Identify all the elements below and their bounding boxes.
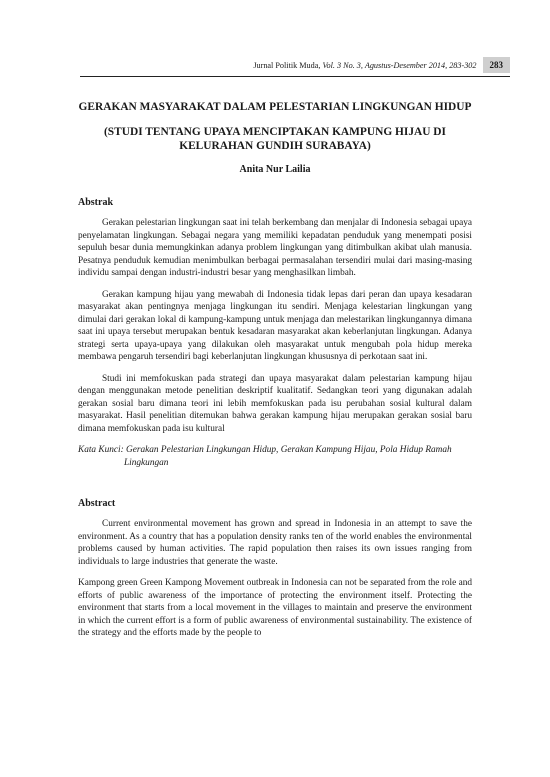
running-header <box>80 57 510 77</box>
page-number: 283 <box>483 57 511 73</box>
abstract-paragraph: Current environmental movement has grown and spread in Indonesia in an attempt to save the environment. As a country that has a population density ranks ten of the world enables the environmental problems caused by human activities. The rapid population then raises its own issues ranging from individuals to large industries that generate the waste. <box>78 519 472 567</box>
article-title: GERAKAN MASYARAKAT DALAM PELESTARIAN LINGKUNGAN HIDUP <box>78 101 472 113</box>
abstrak-paragraph: Gerakan kampung hijau yang mewabah di Indonesia tidak lepas dari peran dan upaya kesadaran masyarakat akan pentingnya menjaga lingkungan itu sendiri. Menjaga kelestarian lingkungan yang dimulai dari gerakan lokal di kampung-kampung untuk menjaga dan melestarikan lingkungannya dimana saat ini upaya tersebut merupakan bentuk kesadaran masyarakat akan keberlanjutan lingkungan. Adanya strategi serta upaya-upaya yang dilakukan oleh masyarakat untuk mengubah pola hidup mereka membawa pengaruh tersendiri bagi keberlanjutan lingkungan khususnya di perkotaan saat ini. <box>78 289 472 362</box>
journal-volume: Vol. 3 No. 3, Agustus-Desember 2014, 283-302 <box>320 60 477 70</box>
abstrak-paragraph: Studi ini memfokuskan pada strategi dan upaya masyarakat dalam pelestarian kampung hijau dengan menggunakan metode penelitian deskriptif kualitatif. Sedangkan teori yang digunakan adalah gerakan sosial baru dimana teori ini lebih memfokuskan pada isu perubahan sosial kultural dalam masyarakat. Hasil penelitian ditemukan bahwa gerakan kampung hijau merupakan gerakan sosial baru dimana memfokuskan pada isu kultural <box>78 373 472 434</box>
article-subtitle: (STUDI TENTANG UPAYA MENCIPTAKAN KAMPUNG HIJAU DI KELURAHAN GUNDIH SURABAYA) <box>104 126 446 152</box>
journal-name: Jurnal Politik Muda, <box>253 60 321 70</box>
abstract-heading: Abstract <box>78 498 116 509</box>
abstrak-paragraph: Gerakan pelestarian lingkungan saat ini telah berkembang dan menjalar di Indonesia sebagai upaya penyelamatan lingkungan. Sebagai negara yang memiliki kepadatan penduduk yang menempati posisi sepuluh besar dunia memungkinkan adanya problem lingkungan yang ditimbulkan akibat ulah manusia. Pesatnya penduduk kemudian menimbulkan berbagai permasalahan tersendiri mulai dari masing-masing individu sampai dengan industri-industri besar yang menghasilkan limbah. <box>78 218 472 278</box>
journal-citation <box>253 61 476 70</box>
abstrak-heading: Abstrak <box>78 197 114 208</box>
abstract-paragraph: Kampong green Green Kampong Movement outbreak in Indonesia can not be separated from the role and efforts of public awareness of the importance of protecting the environment itself. Protecting the environment that starts from a local movement in the villages to maintain and preserve the environment in which the current effort is a form of public awareness of environmental sustainability. The existence of the strategy and the efforts made by the people to <box>78 578 472 638</box>
author-name: Anita Nur Lailia <box>239 164 311 175</box>
keywords: Kata Kunci: Gerakan Pelestarian Lingkungan Hidup, Gerakan Kampung Hijau, Pola Hidup Ramah Lingkungan <box>78 445 452 468</box>
article-body <box>78 100 472 649</box>
